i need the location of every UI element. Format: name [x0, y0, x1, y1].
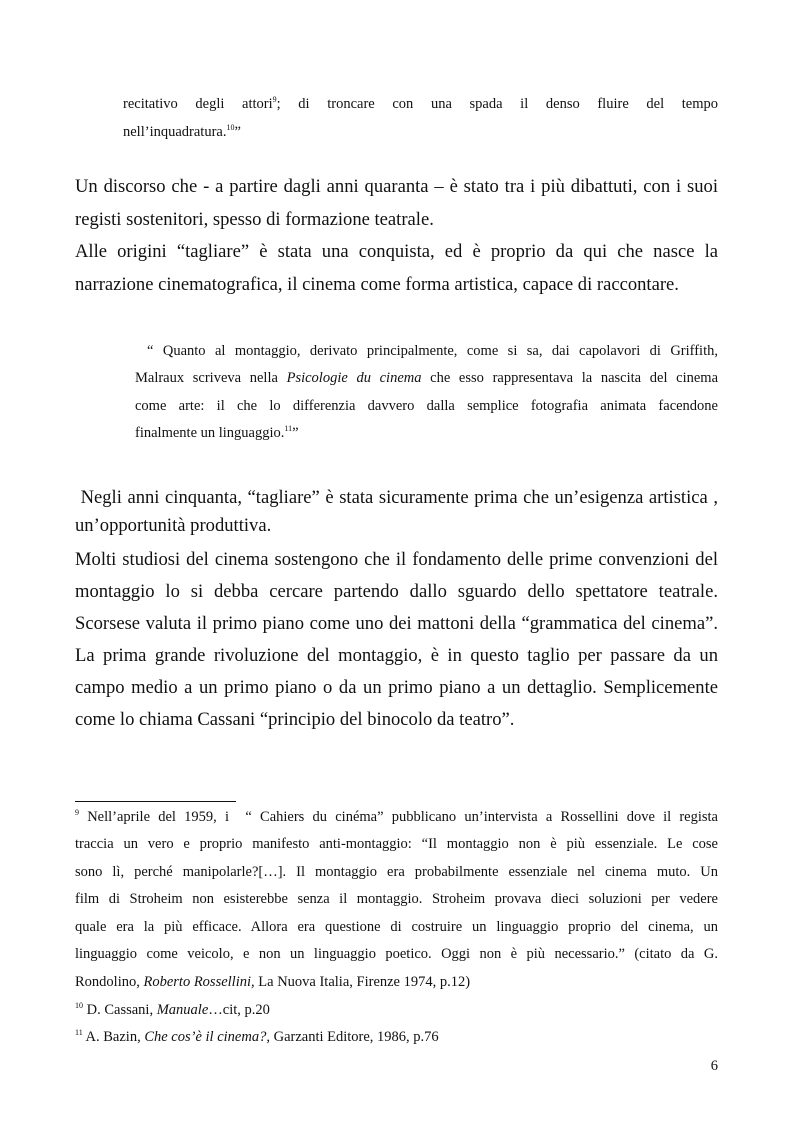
footnote-9-line-2: traccia un vero e proprio manifesto anti-montaggio: “Il montaggio non è più essenziale. Le cose: [75, 836, 718, 852]
para4-line-2: montaggio lo si debba cercare partendo dallo sguardo dello spettatore teatrale.: [75, 581, 718, 602]
footnote-9-line-4: film di Stroheim non esisterebbe senza il montaggio. Stroheim provava dieci soluzioni per vedere: [75, 891, 718, 907]
footnote-9-line-1: $^9$ Nell’aprile del 1959, i “ Cahiers du cinéma” pubblicano un’intervista a Rossellini dove il regista: [75, 808, 718, 825]
book-title: Manuale: [156, 1002, 209, 1018]
footnote-ref-9[interactable]: 9: [272, 95, 277, 105]
para4-line-3: Scorsese valuta il primo piano come uno dei mattoni della “grammatica del cinema”.: [75, 613, 718, 634]
footnote-ref-10[interactable]: 10: [226, 123, 235, 133]
quote-top-line-2: nell’inquadratura.$^{10}$”: [123, 123, 241, 140]
para1-line-1: Un discorso che - a partire dagli anni quaranta – è stato tra i più dibattuti, con i suoi: [75, 176, 718, 197]
para1-line-2: registi sostenitori, spesso di formazione teatrale.: [75, 209, 434, 230]
para3-line-1: Negli anni cinquanta, “tagliare” è stata sicuramente prima che un’esigenza artistica ,: [75, 487, 718, 508]
quote-mid-line-1: “ Quanto al montaggio, derivato principalmente, come si sa, dai capolavori di Griffith,: [147, 343, 718, 359]
footnote-9-line-7: Rondolino, Roberto Rossellini, La Nuova Italia, Firenze 1974, p.12): [75, 974, 471, 990]
para4-line-1: Molti studiosi del cinema sostengono che il fondamento delle prime convenzioni del: [75, 549, 718, 570]
book-title: Psicologie du cinema: [286, 370, 422, 386]
para2-line-1: Alle origini “tagliare” è stata una conquista, ed è proprio da qui che nasce la: [75, 241, 718, 262]
book-title: Roberto Rossellini,: [143, 974, 255, 990]
footnote-number-9: 9: [75, 808, 79, 818]
footnote-9-line-6: linguaggio come veicolo, e non un linguaggio poetico. Oggi non è più necessario.” (citato da G.: [75, 946, 718, 962]
page-number: 6: [710, 1058, 718, 1074]
footnote-number-10: 10: [75, 1001, 83, 1011]
para4-line-6: come lo chiama Cassani “principio del binocolo da teatro”.: [75, 709, 515, 730]
para2-line-2: narrazione cinematografica, il cinema come forma artistica, capace di raccontare.: [75, 274, 679, 295]
footnote-ref-11[interactable]: 11: [284, 424, 293, 434]
footnote-9-line-3: sono lì, perché manipolarle?[…]. Il montaggio era probabilmente essenziale nel cinema muto. Un: [75, 864, 718, 880]
footnote-11: $^{11}$ A. Bazin, Che cos’è il cinema?, Garzanti Editore, 1986, p.76: [75, 1028, 439, 1045]
book-title: Che cos’è il cinema?: [144, 1029, 267, 1045]
footnote-separator: [75, 801, 236, 802]
footnote-number-11: 11: [75, 1028, 83, 1038]
footnote-9-line-5: quale era la più efficace. Allora era questione di costruire un linguaggio proprio del cinema, un: [75, 919, 718, 935]
quote-mid-line-4: finalmente un linguaggio.$^{11}$”: [135, 424, 299, 441]
para3-line-2: un’opportunità produttiva.: [75, 515, 272, 536]
quote-mid-line-3: come arte: il che lo differenzia davvero dalla semplice fotografia animata facendone: [135, 398, 718, 414]
footnote-10: $^{10}$ D. Cassani, Manuale…cit, p.20: [75, 1001, 270, 1018]
para4-line-5: campo medio a un primo piano o da un primo piano a un dettaglio. Semplicemente: [75, 677, 718, 698]
quote-top-line-1: recitativo degli attori$^9$; di troncare con una spada il denso fluire del tempo: [123, 95, 718, 112]
para4-line-4: La prima grande rivoluzione del montaggio, è in questo taglio per passare da un: [75, 645, 718, 666]
quote-mid-line-2: Malraux scriveva nella Psicologie du cinema che esso rappresentava la nascita del cinema: [135, 370, 718, 386]
